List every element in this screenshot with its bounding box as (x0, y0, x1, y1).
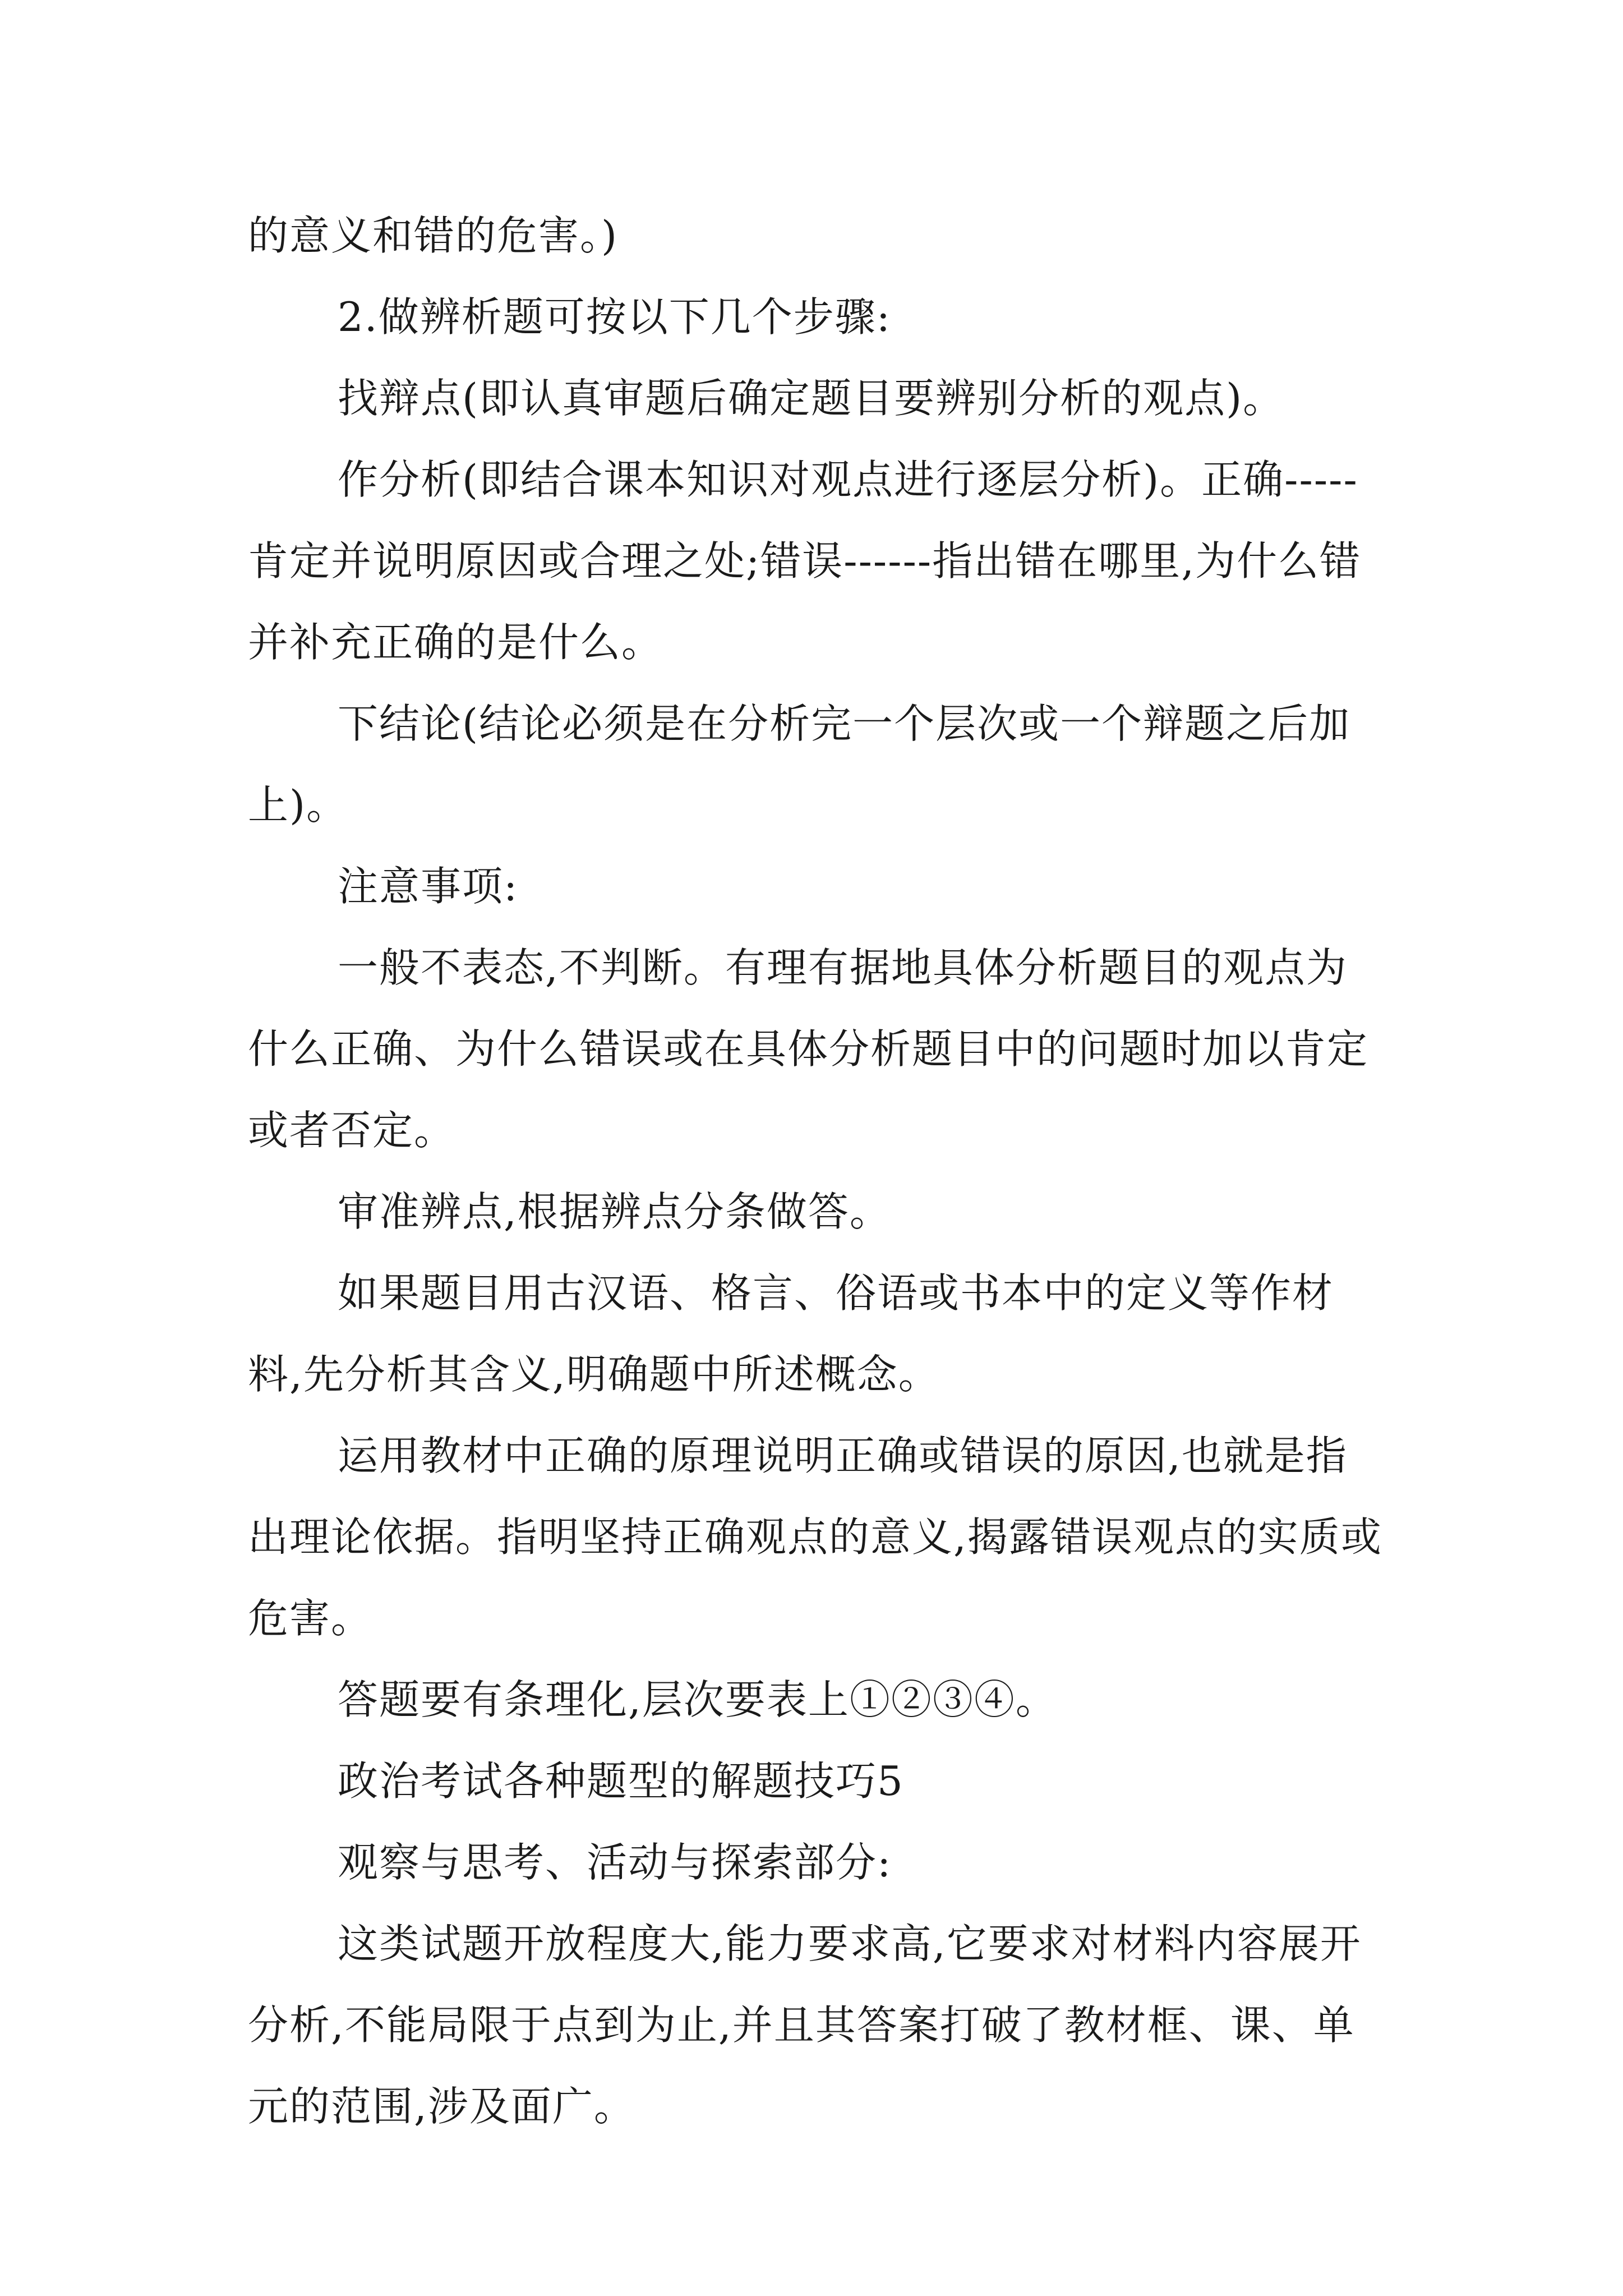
paragraph-analysis: 作分析(即结合课本知识对观点进行逐层分析)。正确-----肯定并说明原因或合理之处;错误------指出错在哪里,为什么错并补充正确的是什么。 (248, 456, 1362, 666)
paragraph-continuation: 的意义和错的危害。) (248, 212, 619, 259)
paragraph-theory-basis: 运用教材中正确的原理说明正确或错误的原因,也就是指出理论依据。指明坚持正确观点的意义,揭露错误观点的实质或危害。 (248, 1432, 1382, 1642)
paragraph-organized-answer: 答题要有条理化,层次要表上①②③④。 (338, 1676, 1057, 1723)
paragraph-steps-heading: 2.做辨析题可按以下几个步骤: (338, 293, 891, 341)
paragraph-material-meaning: 如果题目用古汉语、格言、俗语或书本中的定义等作材料,先分析其含义,明确题中所述概念。 (248, 1269, 1334, 1398)
paragraph-observe-heading: 观察与思考、活动与探索部分: (338, 1839, 892, 1886)
paragraph-open-questions: 这类试题开放程度大,能力要求高,它要求对材料内容展开分析,不能局限于点到为止,并且其答案打破了教材框、课、单元的范围,涉及面广。 (248, 1920, 1362, 2130)
paragraph-conclusion: 下结论(结论必须是在分析完一个层次或一个辩题之后加上)。 (248, 700, 1351, 829)
document-body (248, 195, 1389, 2147)
paragraph-notes-heading: 注意事项: (338, 863, 519, 910)
paragraph-no-judgment: 一般不表态,不判断。有理有据地具体分析题目的观点为什么正确、为什么错误或在具体分析题目中的问题时加以肯定或者否定。 (248, 944, 1369, 1154)
section-title: 政治考试各种题型的解题技巧5 (338, 1757, 904, 1805)
paragraph-find-point: 找辩点(即认真审题后确定题目要辨别分析的观点)。 (338, 375, 1285, 422)
paragraph-answer-by-point: 审准辨点,根据辨点分条做答。 (338, 1188, 891, 1235)
